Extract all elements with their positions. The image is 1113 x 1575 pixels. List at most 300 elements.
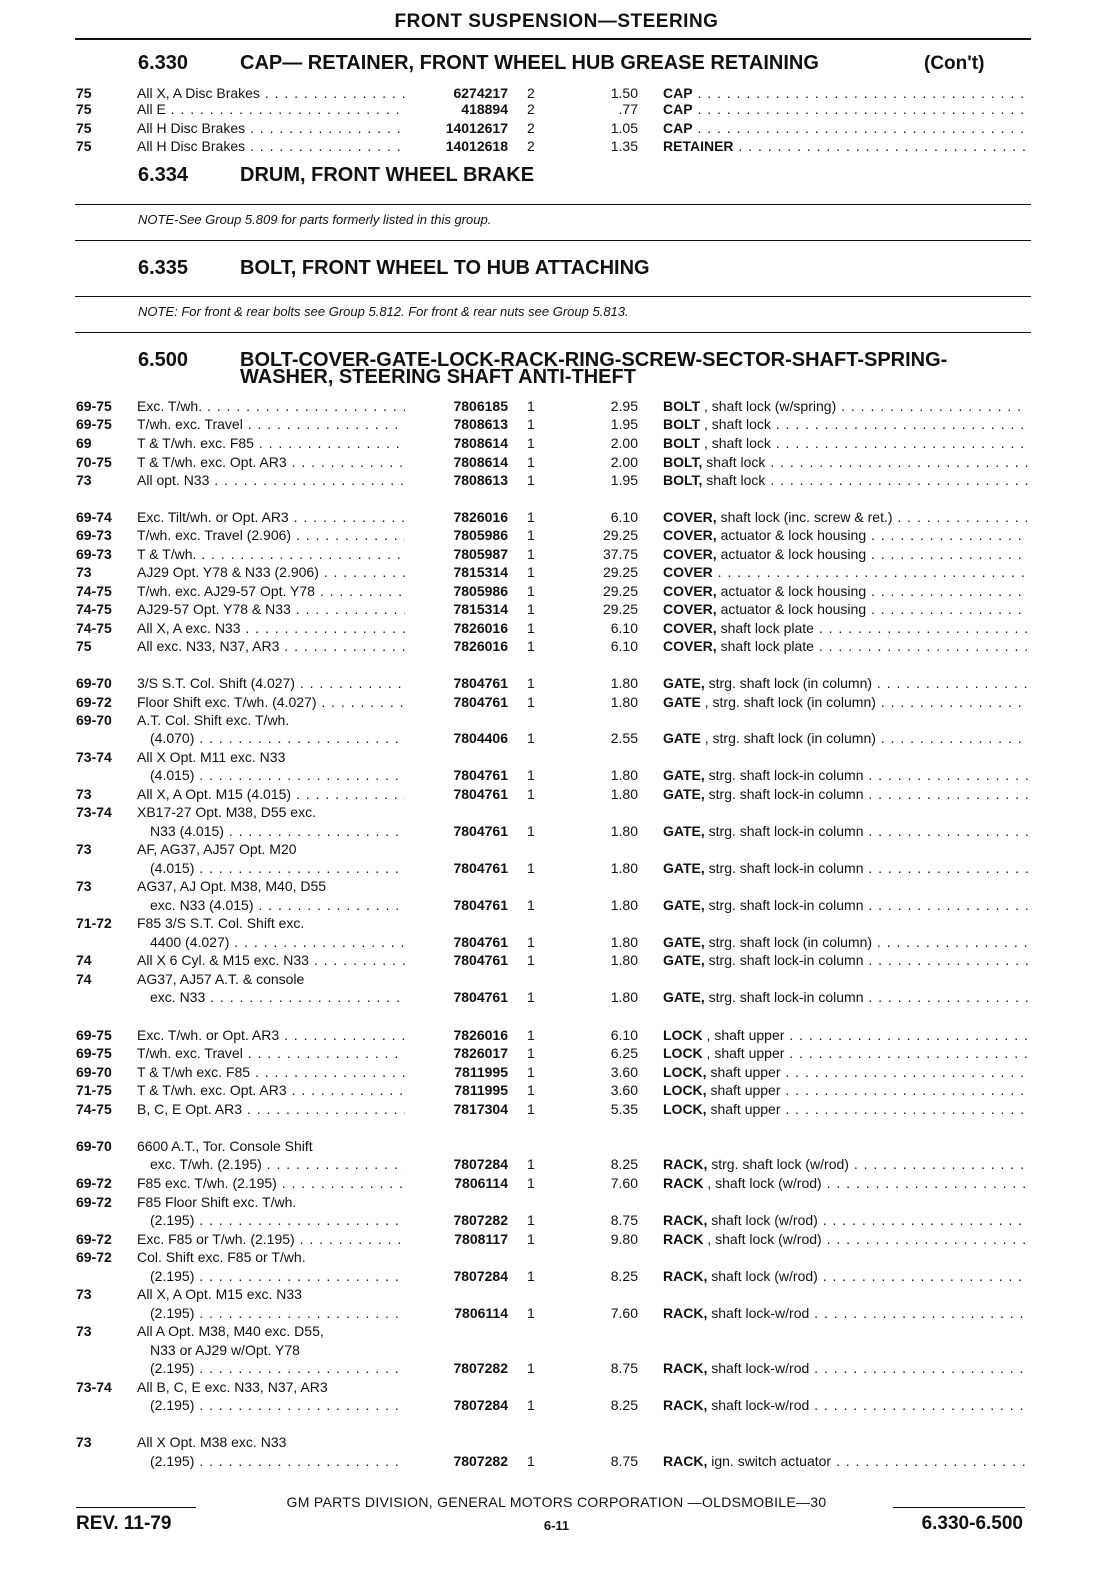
part-detail: actuator & lock housing <box>716 601 867 617</box>
table-row <box>0 748 1113 766</box>
price: 3.60 <box>610 1082 638 1098</box>
application: T & T/wh. . . . <box>137 545 405 563</box>
part-number: 7815314 <box>453 564 508 580</box>
part-name: RACK, <box>663 1453 708 1469</box>
price: 9.80 <box>610 1231 638 1247</box>
table-row <box>0 100 1113 118</box>
part-description <box>663 1100 1028 1118</box>
model-years: 69-72 <box>76 1231 112 1247</box>
application: exc. T/wh. (2.195) . . . <box>150 1155 405 1173</box>
quantity: 1 <box>527 638 535 654</box>
table-row <box>0 1359 1113 1377</box>
quantity: 1 <box>527 675 535 691</box>
table-row <box>0 137 1113 155</box>
part-description <box>663 896 1028 914</box>
part-description <box>663 619 1028 637</box>
model-years: 69-75 <box>76 1027 112 1043</box>
quantity: 1 <box>527 1212 535 1228</box>
model-years: 69-74 <box>76 509 112 525</box>
part-detail: strg. shaft lock-in column <box>704 860 864 876</box>
application: All A Opt. M38, M40 exc. D55, <box>137 1323 324 1339</box>
section-note: NOTE-See Group 5.809 for parts formerly listed in this group. <box>138 212 492 227</box>
part-detail: shaft lock plate <box>716 638 814 654</box>
part-number: 7826016 <box>453 509 508 525</box>
part-detail: , strg. shaft lock (in column) <box>700 694 876 710</box>
model-years: 69-72 <box>76 1194 112 1210</box>
part-description <box>663 1063 1028 1081</box>
application: All X Opt. M11 exc. N33 <box>137 749 286 765</box>
table-row <box>0 1230 1113 1248</box>
part-description <box>663 563 1028 581</box>
application: AF, AG37, AJ57 Opt. M20 <box>137 841 297 857</box>
table-row <box>0 1137 1113 1155</box>
price: 1.80 <box>610 860 638 876</box>
price: 1.80 <box>610 786 638 802</box>
model-years: 74-75 <box>76 1101 112 1117</box>
application: (2.195) . . . <box>150 1396 405 1414</box>
price: .77 <box>618 101 638 117</box>
part-detail: shaft lock <box>702 454 766 470</box>
model-years: 69-73 <box>76 546 112 562</box>
section-note: NOTE: For front & rear bolts see Group 5.812. For front & rear nuts see Group 5.813. <box>138 304 629 319</box>
part-detail: shaft lock-w/rod <box>707 1397 810 1413</box>
quantity: 1 <box>527 1175 535 1191</box>
application: exc. N33 (4.015) . . . <box>150 896 405 914</box>
price: 2.00 <box>610 435 638 451</box>
application: XB17-27 Opt. M38, D55 exc. <box>137 804 316 820</box>
part-description <box>663 785 1028 803</box>
model-years: 75 <box>76 638 92 654</box>
table-row <box>0 693 1113 711</box>
part-detail: shaft lock (w/rod) <box>707 1268 818 1284</box>
model-years: 73 <box>76 786 92 802</box>
part-description <box>663 822 1028 840</box>
part-name: GATE <box>663 694 701 710</box>
table-row <box>0 1044 1113 1062</box>
table-row <box>0 988 1113 1006</box>
quantity: 1 <box>527 454 535 470</box>
part-number: 7808614 <box>453 435 508 451</box>
part-description <box>663 766 1028 784</box>
application: (2.195) . . . <box>150 1211 405 1229</box>
divider <box>75 296 1031 297</box>
table-row <box>0 619 1113 637</box>
price: 1.05 <box>610 120 638 136</box>
model-years: 73-74 <box>76 804 112 820</box>
part-detail: strg. shaft lock (in column) <box>704 675 873 691</box>
quantity: 1 <box>527 1360 535 1376</box>
model-years: 73-74 <box>76 749 112 765</box>
application: (4.015) . . . <box>150 859 405 877</box>
table-row <box>0 582 1113 600</box>
table-row <box>0 1174 1113 1192</box>
part-name: CAP <box>663 101 693 117</box>
part-number: 7808613 <box>453 472 508 488</box>
model-years: 73 <box>76 1434 92 1450</box>
part-number: 7808614 <box>453 454 508 470</box>
price: 29.25 <box>602 583 638 599</box>
part-description <box>663 933 1028 951</box>
divider <box>75 240 1031 241</box>
price: 2.95 <box>610 398 638 414</box>
quantity: 1 <box>527 1453 535 1469</box>
part-number: 7807284 <box>453 1397 508 1413</box>
part-description <box>663 637 1028 655</box>
price: 1.80 <box>610 934 638 950</box>
application: T/wh. exc. Travel . . . <box>137 415 405 433</box>
part-description <box>663 1359 1028 1377</box>
application: All X, A Opt. M15 exc. N33 <box>137 1286 302 1302</box>
application: AG37, AJ Opt. M38, M40, D55 <box>137 878 327 894</box>
part-description <box>663 137 1028 155</box>
footer-division: GM PARTS DIVISION, GENERAL MOTORS CORPORATION —OLDSMOBILE—30 <box>286 1494 827 1510</box>
part-name: COVER, <box>663 638 717 654</box>
application: 4400 (4.027) . . . <box>150 933 405 951</box>
part-number: 7808613 <box>453 416 508 432</box>
application: N33 (4.015) . . . <box>150 822 405 840</box>
part-detail: shaft lock (w/rod) <box>707 1212 818 1228</box>
application: T & T/wh. exc. Opt. AR3 . . . <box>137 1081 405 1099</box>
model-years: 69-72 <box>76 1175 112 1191</box>
price: 1.80 <box>610 897 638 913</box>
part-description <box>663 729 1028 747</box>
table-row <box>0 508 1113 526</box>
application: exc. N33 . . . <box>150 988 405 1006</box>
application: T & T/wh. exc. F85 . . . <box>137 434 405 452</box>
part-name: RACK, <box>663 1212 708 1228</box>
table-row <box>0 1285 1113 1303</box>
application: 3/S S.T. Col. Shift (4.027) . . . <box>137 674 405 692</box>
price: 1.80 <box>610 675 638 691</box>
section-title: BOLT-COVER-GATE-LOCK-RACK-RING-SCREW-SECTOR-SHAFT-SPRING- <box>240 349 948 371</box>
model-years: 75 <box>76 120 92 136</box>
part-name: COVER, <box>663 601 717 617</box>
part-detail: ign. switch actuator <box>707 1453 832 1469</box>
model-years: 74-75 <box>76 620 112 636</box>
quantity: 2 <box>527 101 535 117</box>
quantity: 1 <box>527 1156 535 1172</box>
part-detail: strg. shaft lock (in column) <box>704 934 873 950</box>
part-description <box>663 1452 1028 1470</box>
model-years: 74 <box>76 971 92 987</box>
part-description <box>663 1304 1028 1322</box>
part-name: COVER, <box>663 509 717 525</box>
part-number: 7808117 <box>454 1231 508 1247</box>
application: All X Opt. M38 exc. N33 <box>137 1434 287 1450</box>
part-description <box>663 951 1028 969</box>
part-detail: shaft upper <box>706 1064 781 1080</box>
table-row <box>0 1452 1113 1470</box>
application: All exc. N33, N37, AR3 . . . <box>137 637 405 655</box>
part-detail: actuator & lock housing <box>716 527 867 543</box>
application: AJ29-57 Opt. Y78 & N33 . . . <box>137 600 405 618</box>
application: All E . . . <box>137 100 405 118</box>
part-number: 7826016 <box>453 620 508 636</box>
application: AG37, AJ57 A.T. & console <box>137 971 305 987</box>
part-description <box>663 526 1028 544</box>
application: Col. Shift exc. F85 or T/wh. <box>137 1249 306 1265</box>
part-detail: shaft lock-w/rod <box>707 1305 810 1321</box>
part-name: LOCK, <box>663 1064 707 1080</box>
model-years: 74-75 <box>76 583 112 599</box>
part-description <box>663 471 1028 489</box>
table-row <box>0 822 1113 840</box>
quantity: 1 <box>527 398 535 414</box>
price: 29.25 <box>602 527 638 543</box>
part-name: RACK, <box>663 1305 708 1321</box>
application: Exc. T/wh. . . . <box>137 397 405 415</box>
model-years: 69-70 <box>76 712 112 728</box>
model-years: 69-72 <box>76 1249 112 1265</box>
part-description <box>663 600 1028 618</box>
part-number: 7807282 <box>453 1212 508 1228</box>
model-years: 69-75 <box>76 1045 112 1061</box>
part-detail: shaft lock <box>702 472 766 488</box>
quantity: 2 <box>527 85 535 101</box>
price: 5.35 <box>610 1101 638 1117</box>
application: 6600 A.T., Tor. Console Shift <box>137 1138 313 1154</box>
part-detail: , shaft lock (w/rod) <box>703 1231 822 1247</box>
part-detail: , shaft lock (w/spring) <box>700 398 837 414</box>
quantity: 1 <box>527 1045 535 1061</box>
quantity: 2 <box>527 138 535 154</box>
part-description <box>663 119 1028 137</box>
part-name: CAP <box>663 120 693 136</box>
quantity: 1 <box>527 694 535 710</box>
table-row <box>0 1248 1113 1266</box>
table-row <box>0 1211 1113 1229</box>
model-years: 73 <box>76 564 92 580</box>
part-name: GATE, <box>663 897 705 913</box>
model-years: 69-70 <box>76 1064 112 1080</box>
quantity: 1 <box>527 509 535 525</box>
part-name: CAP <box>663 85 693 101</box>
application: (4.070) . . . <box>150 729 405 747</box>
price: 8.25 <box>610 1156 638 1172</box>
section-number: 6.500 <box>138 349 189 371</box>
price: 8.25 <box>610 1268 638 1284</box>
price: 3.60 <box>610 1064 638 1080</box>
model-years: 73 <box>76 1323 92 1339</box>
price: 1.35 <box>610 138 638 154</box>
part-name: COVER, <box>663 583 717 599</box>
part-detail: , shaft upper <box>702 1027 785 1043</box>
table-row <box>0 471 1113 489</box>
application: T/wh. exc. Travel . . . <box>137 1044 405 1062</box>
application: A.T. Col. Shift exc. T/wh. <box>137 712 290 728</box>
part-number: 7804761 <box>453 767 508 783</box>
part-number: 7807282 <box>453 1360 508 1376</box>
part-description <box>663 397 1028 415</box>
part-number: 7811995 <box>454 1082 508 1098</box>
quantity: 1 <box>527 546 535 562</box>
part-description <box>663 545 1028 563</box>
price: 1.50 <box>610 85 638 101</box>
quantity: 1 <box>527 767 535 783</box>
model-years: 73 <box>76 1286 92 1302</box>
model-years: 69-70 <box>76 1138 112 1154</box>
part-name: COVER, <box>663 546 717 562</box>
part-name: RACK, <box>663 1397 708 1413</box>
part-name: BOLT, <box>663 454 703 470</box>
part-description <box>663 1155 1028 1173</box>
model-years: 73 <box>76 472 92 488</box>
part-description <box>663 415 1028 433</box>
table-row <box>0 1341 1113 1359</box>
part-name: GATE <box>663 730 701 746</box>
part-name: RACK <box>663 1175 704 1191</box>
price: 29.25 <box>602 601 638 617</box>
part-detail: , strg. shaft lock (in column) <box>700 730 876 746</box>
table-row <box>0 785 1113 803</box>
price: 2.00 <box>610 454 638 470</box>
part-name: GATE, <box>663 860 705 876</box>
part-number: 7807284 <box>453 1156 508 1172</box>
part-number: 7804761 <box>453 860 508 876</box>
model-years: 75 <box>76 85 92 101</box>
part-name: BOLT <box>663 398 701 414</box>
table-row <box>0 415 1113 433</box>
table-row <box>0 933 1113 951</box>
quantity: 1 <box>527 860 535 876</box>
table-row <box>0 1396 1113 1414</box>
part-number: 7815314 <box>453 601 508 617</box>
quantity: 2 <box>527 120 535 136</box>
quantity: 1 <box>527 730 535 746</box>
part-name: COVER, <box>663 527 717 543</box>
quantity: 1 <box>527 601 535 617</box>
quantity: 1 <box>527 564 535 580</box>
application: F85 Floor Shift exc. T/wh. <box>137 1194 297 1210</box>
quantity: 1 <box>527 527 535 543</box>
part-description <box>663 1230 1028 1248</box>
part-name: GATE, <box>663 934 705 950</box>
part-number: 7804761 <box>453 952 508 968</box>
table-row <box>0 1026 1113 1044</box>
part-description <box>663 508 1028 526</box>
section-title: BOLT, FRONT WHEEL TO HUB ATTACHING <box>240 257 650 279</box>
table-row <box>0 1063 1113 1081</box>
table-row <box>0 1267 1113 1285</box>
part-name: GATE, <box>663 786 705 802</box>
application: N33 or AJ29 w/Opt. Y78 <box>150 1342 300 1358</box>
part-number: 7826016 <box>453 638 508 654</box>
quantity: 1 <box>527 1305 535 1321</box>
model-years: 74 <box>76 952 92 968</box>
section-title: DRUM, FRONT WHEEL BRAKE <box>240 164 535 186</box>
part-detail: strg. shaft lock (w/rod) <box>707 1156 849 1172</box>
part-number: 418894 <box>461 101 508 117</box>
quantity: 1 <box>527 934 535 950</box>
part-name: GATE, <box>663 675 705 691</box>
model-years: 73-74 <box>76 1379 112 1395</box>
part-description <box>663 582 1028 600</box>
table-row <box>0 1378 1113 1396</box>
table-row <box>0 1155 1113 1173</box>
part-description <box>663 434 1028 452</box>
part-description <box>663 988 1028 1006</box>
part-number: 7817304 <box>453 1101 508 1117</box>
quantity: 1 <box>527 416 535 432</box>
quantity: 1 <box>527 1268 535 1284</box>
table-row <box>0 1100 1113 1118</box>
price: 1.80 <box>610 989 638 1005</box>
application: AJ29 Opt. Y78 & N33 (2.906) . . . <box>137 563 405 581</box>
part-number: 7804761 <box>453 694 508 710</box>
part-name: BOLT <box>663 435 701 451</box>
part-number: 7804761 <box>453 897 508 913</box>
part-description <box>663 1396 1028 1414</box>
application: F85 3/S S.T. Col. Shift exc. <box>137 915 305 931</box>
application: All X, A Disc Brakes . . . <box>137 84 405 102</box>
part-number: 7806185 <box>453 398 508 414</box>
part-number: 7804761 <box>453 934 508 950</box>
quantity: 1 <box>527 1231 535 1247</box>
price: 6.25 <box>610 1045 638 1061</box>
part-detail: , shaft lock <box>700 416 771 432</box>
part-name: COVER <box>663 564 713 580</box>
application: Exc. Tilt/wh. or Opt. AR3 . . . <box>137 508 405 526</box>
quantity: 1 <box>527 786 535 802</box>
table-row <box>0 859 1113 877</box>
table-row <box>0 1304 1113 1322</box>
quantity: 1 <box>527 989 535 1005</box>
price: 6.10 <box>610 1027 638 1043</box>
model-years: 71-72 <box>76 915 112 931</box>
application: F85 exc. T/wh. (2.195) . . . <box>137 1174 405 1192</box>
price: 8.75 <box>610 1212 638 1228</box>
price: 1.80 <box>610 952 638 968</box>
divider <box>75 204 1031 205</box>
table-row <box>0 766 1113 784</box>
table-row <box>0 877 1113 895</box>
table-row <box>0 526 1113 544</box>
part-description <box>663 1174 1028 1192</box>
model-years: 69-70 <box>76 675 112 691</box>
application: All X 6 Cyl. & M15 exc. N33 . . . <box>137 951 405 969</box>
quantity: 1 <box>527 1064 535 1080</box>
price: 8.75 <box>610 1453 638 1469</box>
application: Exc. F85 or T/wh. (2.195) . . . <box>137 1230 405 1248</box>
part-description <box>663 453 1028 471</box>
part-number: 7811995 <box>454 1064 508 1080</box>
price: 8.25 <box>610 1397 638 1413</box>
revision-label: REV. 11-79 <box>76 1513 172 1534</box>
part-number: 14012618 <box>445 138 508 154</box>
quantity: 1 <box>527 952 535 968</box>
part-description <box>663 1267 1028 1285</box>
part-detail: actuator & lock housing <box>716 546 867 562</box>
table-row <box>0 434 1113 452</box>
table-row <box>0 914 1113 932</box>
application: (2.195) . . . <box>150 1452 405 1470</box>
part-description <box>663 674 1028 692</box>
application: B, C, E Opt. AR3 . . . <box>137 1100 405 1118</box>
part-number: 7804761 <box>453 989 508 1005</box>
application: (4.015) . . . <box>150 766 405 784</box>
application: Floor Shift exc. T/wh. (4.027) . . . <box>137 693 405 711</box>
application: T/wh. exc. Travel (2.906) . . . <box>137 526 405 544</box>
model-years: 71-75 <box>76 1082 112 1098</box>
quantity: 1 <box>527 897 535 913</box>
price: 6.10 <box>610 620 638 636</box>
table-row <box>0 970 1113 988</box>
model-years: 73 <box>76 841 92 857</box>
table-row <box>0 563 1113 581</box>
price: 7.60 <box>610 1175 638 1191</box>
page-number: 6-11 <box>543 1518 570 1533</box>
part-description <box>663 693 1028 711</box>
